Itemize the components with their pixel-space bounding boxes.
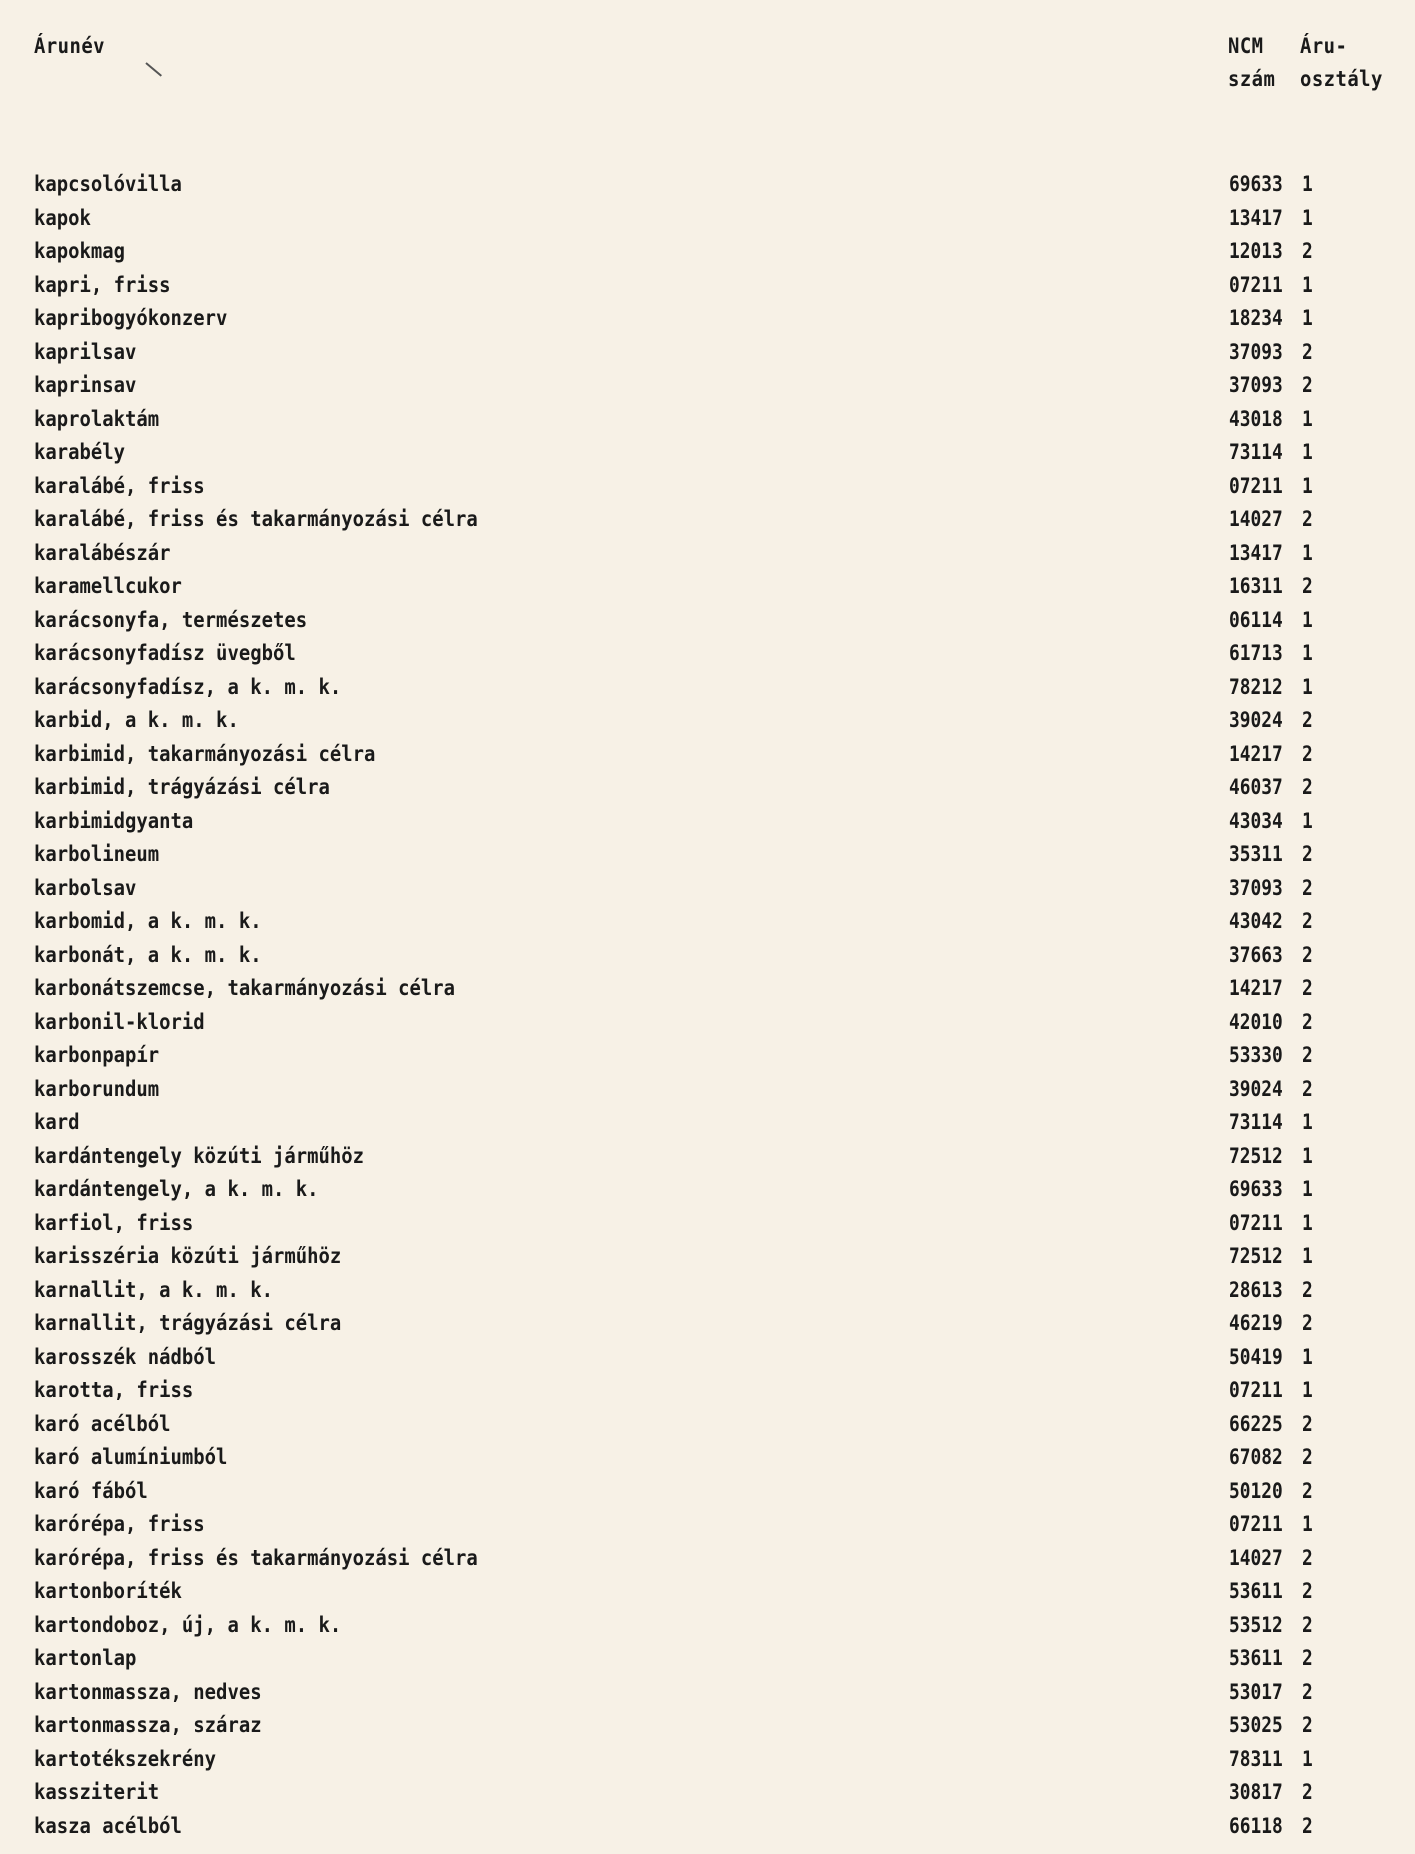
product-name: karbid, a k. m. k. (34, 708, 239, 732)
product-class: 2 (1302, 1009, 1313, 1034)
ncm-number: 46219 (1229, 1311, 1283, 1335)
product-class: 2 (1302, 1780, 1313, 1804)
list-row (0, 1575, 1415, 1609)
ncm-number: 37093 (1229, 373, 1283, 397)
product-class: 1 (1302, 172, 1313, 196)
product-class: 2 (1302, 1579, 1313, 1603)
ncm-number: 13417 (1229, 540, 1283, 565)
product-class: 2 (1302, 1679, 1313, 1704)
header-ncm-line2: szám (1228, 67, 1276, 91)
list-row (0, 269, 1415, 303)
product-class: 1 (1302, 306, 1313, 330)
product-name: karó alumíniumból (34, 1445, 228, 1469)
list-row (0, 872, 1415, 906)
ncm-number: 14027 (1229, 507, 1283, 531)
product-class: 1 (1302, 1344, 1313, 1369)
product-name: karácsonyfadísz, a k. m. k. (34, 674, 342, 699)
ncm-number: 37663 (1229, 942, 1283, 967)
list-row (0, 771, 1415, 805)
product-class: 2 (1302, 1813, 1313, 1838)
list-row (0, 1073, 1415, 1107)
list-row (0, 637, 1415, 671)
product-name: kapribogyókonzerv (34, 306, 228, 330)
product-name: kaprilsav (34, 339, 137, 364)
product-name: karborundum (34, 1076, 160, 1101)
product-class: 1 (1302, 1143, 1313, 1168)
product-name: karbomid, a k. m. k. (34, 909, 262, 933)
ncm-number: 61713 (1229, 641, 1283, 665)
list-row (0, 1274, 1415, 1308)
ncm-number: 13417 (1229, 205, 1283, 230)
product-class: 1 (1302, 674, 1313, 699)
ncm-number: 35311 (1229, 842, 1283, 866)
ncm-number: 43018 (1229, 406, 1283, 431)
product-name: karbolsav (34, 875, 137, 900)
list-row (0, 1776, 1415, 1810)
list-row (0, 1106, 1415, 1140)
list-row (0, 202, 1415, 236)
product-class: 1 (1302, 1210, 1313, 1235)
column-header-product-class (1300, 30, 1383, 96)
ncm-number: 07211 (1229, 1378, 1283, 1402)
list-row (0, 805, 1415, 839)
list-row (0, 1542, 1415, 1576)
ncm-number: 14027 (1229, 1545, 1283, 1570)
product-class: 2 (1302, 1076, 1313, 1101)
ncm-number: 53025 (1229, 1713, 1283, 1737)
product-class: 2 (1302, 1411, 1313, 1436)
product-class: 1 (1302, 205, 1313, 230)
ncm-number: 30817 (1229, 1780, 1283, 1804)
ncm-number: 43042 (1229, 909, 1283, 933)
product-class: 2 (1302, 1713, 1313, 1737)
product-name: kaprolaktám (34, 406, 160, 431)
product-name: kardántengely közúti járműhöz (34, 1143, 364, 1168)
product-class: 2 (1302, 239, 1313, 263)
product-class: 2 (1302, 1612, 1313, 1637)
product-class: 2 (1302, 1545, 1313, 1570)
product-name: karó fából (34, 1478, 148, 1503)
product-class: 2 (1302, 976, 1313, 1000)
column-header-product-name (34, 30, 105, 63)
pen-mark (145, 62, 162, 76)
product-class: 1 (1302, 1110, 1313, 1134)
ncm-number: 66118 (1229, 1813, 1283, 1838)
product-name: karotta, friss (34, 1378, 194, 1402)
product-name: karbonátszemcse, takarmányozási célra (34, 976, 456, 1000)
product-name: kartotékszekrény (34, 1746, 217, 1771)
list-row (0, 403, 1415, 437)
list-row (0, 1441, 1415, 1475)
product-class: 1 (1302, 808, 1313, 833)
list-row (0, 939, 1415, 973)
list-row (0, 336, 1415, 370)
ncm-number: 67082 (1229, 1445, 1283, 1469)
ncm-number: 07211 (1229, 1210, 1283, 1235)
column-header-ncm (1228, 30, 1275, 96)
product-name: karbonpapír (34, 1043, 160, 1067)
product-name: kassziterit (34, 1780, 160, 1804)
product-name: karnallit, a k. m. k. (34, 1277, 273, 1302)
list-row (0, 738, 1415, 772)
ncm-number: 42010 (1229, 1009, 1283, 1034)
product-name: kaprinsav (34, 373, 137, 397)
product-class: 2 (1302, 775, 1313, 799)
list-row (0, 1676, 1415, 1710)
ncm-number: 07211 (1229, 272, 1283, 297)
ncm-number: 72512 (1229, 1244, 1283, 1268)
list-row (0, 1810, 1415, 1844)
list-row (0, 503, 1415, 537)
product-name: kartonboríték (34, 1579, 182, 1603)
header-class-line1: Áru- (1300, 34, 1348, 58)
product-class: 2 (1302, 1043, 1313, 1067)
product-name: kapri, friss (34, 272, 171, 297)
product-class: 2 (1302, 1277, 1313, 1302)
product-name: karácsonyfadísz üvegből (34, 641, 296, 665)
ncm-number: 69633 (1229, 172, 1283, 196)
ncm-number: 53330 (1229, 1043, 1283, 1067)
ncm-number: 07211 (1229, 1512, 1283, 1536)
product-name: karbimid, takarmányozási célra (34, 741, 376, 766)
product-name: karosszék nádból (34, 1344, 217, 1369)
list-row (0, 537, 1415, 571)
ncm-number: 78212 (1229, 674, 1283, 699)
ncm-number: 53512 (1229, 1612, 1283, 1637)
list-row (0, 235, 1415, 269)
product-class: 1 (1302, 1177, 1313, 1201)
ncm-number: 69633 (1229, 1177, 1283, 1201)
ncm-number: 14217 (1229, 741, 1283, 766)
product-class: 2 (1302, 1445, 1313, 1469)
ncm-number: 39024 (1229, 1076, 1283, 1101)
product-class: 1 (1302, 607, 1313, 632)
list-row (0, 1240, 1415, 1274)
ncm-number: 46037 (1229, 775, 1283, 799)
product-name: kard (34, 1110, 80, 1134)
product-name: kartonmassza, száraz (34, 1713, 262, 1737)
product-class: 2 (1302, 741, 1313, 766)
ncm-number: 50419 (1229, 1344, 1283, 1369)
product-name: kartondoboz, új, a k. m. k. (34, 1612, 342, 1637)
product-name: karnallit, trágyázási célra (34, 1311, 342, 1335)
ncm-number: 66225 (1229, 1411, 1283, 1436)
product-class: 1 (1302, 1746, 1313, 1771)
ncm-number: 28613 (1229, 1277, 1283, 1302)
product-name: karbolineum (34, 842, 160, 866)
list-row (0, 1743, 1415, 1777)
ncm-number: 73114 (1229, 1110, 1283, 1134)
product-class: 1 (1302, 1512, 1313, 1536)
ncm-number: 37093 (1229, 339, 1283, 364)
product-class: 1 (1302, 641, 1313, 665)
ncm-number: 12013 (1229, 239, 1283, 263)
ncm-number: 53611 (1229, 1646, 1283, 1670)
product-name: karamellcukor (34, 574, 182, 598)
list-row (0, 369, 1415, 403)
list-row (0, 1709, 1415, 1743)
product-class: 2 (1302, 1311, 1313, 1335)
ncm-number: 72512 (1229, 1143, 1283, 1168)
list-row (0, 1207, 1415, 1241)
product-class: 2 (1302, 574, 1313, 598)
product-class: 1 (1302, 473, 1313, 498)
ncm-number: 06114 (1229, 607, 1283, 632)
list-row (0, 570, 1415, 604)
list-row (0, 1173, 1415, 1207)
product-name: karbimidgyanta (34, 808, 194, 833)
product-name: karalábé, friss (34, 473, 205, 498)
product-name: karó acélból (34, 1411, 171, 1436)
ncm-number: 53017 (1229, 1679, 1283, 1704)
ncm-number: 50120 (1229, 1478, 1283, 1503)
product-name: kasza acélból (34, 1813, 182, 1838)
list-row (0, 1609, 1415, 1643)
product-class: 2 (1302, 373, 1313, 397)
product-name: kartonlap (34, 1646, 137, 1670)
header-name-label: Árunév (34, 34, 105, 58)
list-row (0, 604, 1415, 638)
list-row (0, 302, 1415, 336)
list-row (0, 1006, 1415, 1040)
product-class: 2 (1302, 842, 1313, 866)
product-list (0, 168, 1415, 1843)
ncm-number: 07211 (1229, 473, 1283, 498)
list-row (0, 671, 1415, 705)
product-class: 2 (1302, 1478, 1313, 1503)
product-class: 1 (1302, 1378, 1313, 1402)
header-class-line2: osztály (1300, 67, 1383, 91)
list-row (0, 1140, 1415, 1174)
product-name: karórépa, friss és takarmányozási célra (34, 1545, 478, 1570)
list-row (0, 838, 1415, 872)
list-row (0, 1374, 1415, 1408)
product-class: 2 (1302, 1646, 1313, 1670)
list-row (0, 470, 1415, 504)
product-name: karbonil-klorid (34, 1009, 205, 1034)
list-row (0, 704, 1415, 738)
list-row (0, 972, 1415, 1006)
product-name: karfiol, friss (34, 1210, 194, 1235)
product-name: karalábészár (34, 540, 171, 565)
product-class: 2 (1302, 909, 1313, 933)
product-name: kartonmassza, nedves (34, 1679, 262, 1704)
product-name: karabély (34, 440, 126, 464)
ncm-number: 39024 (1229, 708, 1283, 732)
ncm-number: 43034 (1229, 808, 1283, 833)
ncm-number: 16311 (1229, 574, 1283, 598)
list-row (0, 1341, 1415, 1375)
list-row (0, 1642, 1415, 1676)
product-name: karbimid, trágyázási célra (34, 775, 330, 799)
product-name: karisszéria közúti járműhöz (34, 1244, 342, 1268)
list-row (0, 168, 1415, 202)
product-class: 1 (1302, 540, 1313, 565)
list-row (0, 1408, 1415, 1442)
ncm-number: 78311 (1229, 1746, 1283, 1771)
product-class: 2 (1302, 875, 1313, 900)
product-name: kapcsolóvilla (34, 172, 182, 196)
list-row (0, 1508, 1415, 1542)
ncm-number: 37093 (1229, 875, 1283, 900)
list-row (0, 905, 1415, 939)
product-class: 1 (1302, 406, 1313, 431)
ncm-number: 53611 (1229, 1579, 1283, 1603)
product-name: karórépa, friss (34, 1512, 205, 1536)
product-class: 2 (1302, 708, 1313, 732)
product-name: karalábé, friss és takarmányozási célra (34, 507, 478, 531)
product-class: 2 (1302, 507, 1313, 531)
ncm-number: 18234 (1229, 306, 1283, 330)
list-row (0, 1039, 1415, 1073)
ncm-number: 73114 (1229, 440, 1283, 464)
product-name: karácsonyfa, természetes (34, 607, 308, 632)
product-class: 1 (1302, 272, 1313, 297)
ncm-number: 14217 (1229, 976, 1283, 1000)
list-row (0, 1475, 1415, 1509)
list-row (0, 1307, 1415, 1341)
product-name: kapokmag (34, 239, 126, 263)
product-class: 1 (1302, 1244, 1313, 1268)
product-class: 1 (1302, 440, 1313, 464)
product-class: 2 (1302, 339, 1313, 364)
list-row (0, 436, 1415, 470)
product-name: kapok (34, 205, 91, 230)
header-ncm-line1: NCM (1228, 34, 1264, 58)
product-class: 2 (1302, 942, 1313, 967)
product-name: karbonát, a k. m. k. (34, 942, 262, 967)
product-name: kardántengely, a k. m. k. (34, 1177, 319, 1201)
